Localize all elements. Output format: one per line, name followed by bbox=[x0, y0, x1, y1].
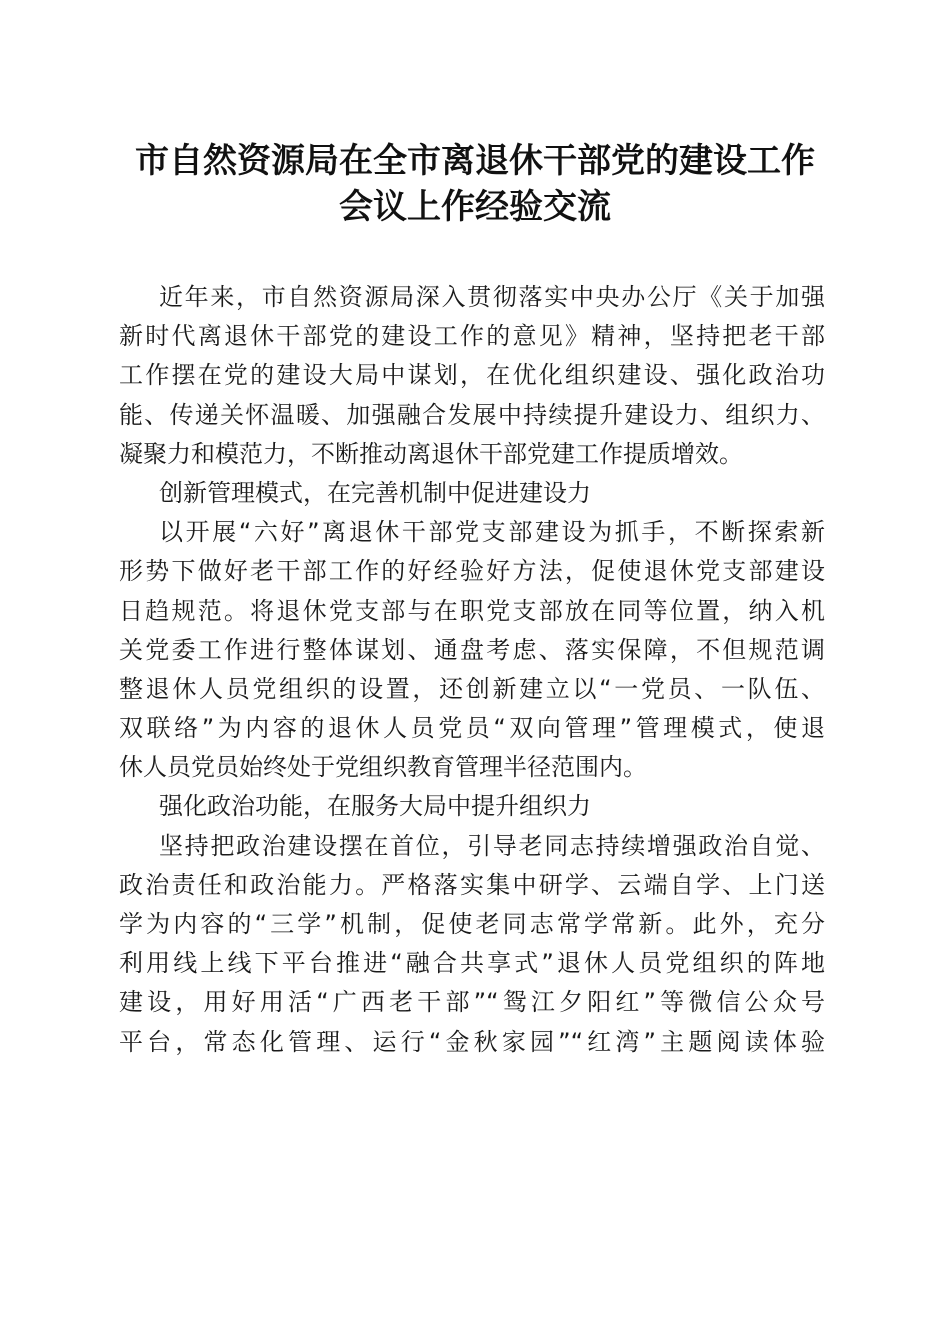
title-line-1: 市自然资源局在全市离退休干部党的建设工作 bbox=[135, 141, 815, 181]
paragraph-line: 工作摆在党的建设大局中谋划，在优化组织建设、强化政治功 bbox=[119, 361, 825, 390]
paragraph-line: 凝聚力和模范力，不断推动离退休干部党建工作提质增效。 bbox=[119, 439, 743, 468]
paragraph-line: 近年来，市自然资源局深入贯彻落实中央办公厅《关于加强 bbox=[159, 283, 825, 311]
paragraph-political bbox=[119, 827, 825, 1062]
paragraph-line: 学为内容的“三学”机制，促使老同志常学常新。此外，充分 bbox=[119, 910, 825, 938]
paragraph-line: 以开展“六好”离退休干部党支部建设为抓手，不断探索新 bbox=[159, 518, 825, 547]
paragraph-line: 坚持把政治建设摆在首位，引导老同志持续增强政治自觉、 bbox=[159, 831, 825, 860]
paragraph-line: 整退休人员党组织的设置，还创新建立以“一党员、一队伍、 bbox=[119, 674, 825, 703]
paragraph-line: 关党委工作进行整体谋划、通盘考虑、落实保障，不但规范调 bbox=[119, 635, 825, 664]
paragraph-line: 政治责任和政治能力。严格落实集中研学、云端自学、上门送 bbox=[119, 870, 825, 899]
paragraph-line: 新时代离退休干部党的建设工作的意见》精神，坚持把老干部 bbox=[119, 322, 825, 351]
paragraph-line: 双联络”为内容的退休人员党员“双向管理”管理模式，使退 bbox=[119, 714, 825, 743]
paragraph-line: 休人员党员始终处于党组织教育管理半径范围内。 bbox=[119, 753, 647, 782]
section-heading-2: 强化政治功能，在服务大局中提升组织力 bbox=[159, 792, 591, 821]
section-heading-1: 创新管理模式，在完善机制中促进建设力 bbox=[159, 478, 591, 507]
paragraph-line: 建设，用好用活“广西老干部”“鸳江夕阳红”等微信公众号 bbox=[119, 988, 825, 1017]
document-title bbox=[100, 138, 850, 230]
paragraph-line: 能、传递关怀温暖、加强融合发展中持续提升建设力、组织力、 bbox=[119, 400, 825, 429]
title-line-2: 会议上作经验交流 bbox=[339, 187, 611, 227]
paragraph-line: 日趋规范。将退休党支部与在职党支部放在同等位置，纳入机 bbox=[119, 596, 825, 625]
paragraph-management bbox=[119, 513, 825, 787]
paragraph-line: 利用线上线下平台推进“融合共享式”退休人员党组织的阵地 bbox=[119, 949, 825, 978]
paragraph-intro bbox=[119, 278, 825, 474]
paragraph-line: 形势下做好老干部工作的好经验好方法，促使退休党支部建设 bbox=[119, 557, 825, 586]
document-body bbox=[119, 278, 825, 1062]
paragraph-line: 平台，常态化管理、运行“金秋家园”“红湾”主题阅读体验 bbox=[119, 1027, 825, 1056]
